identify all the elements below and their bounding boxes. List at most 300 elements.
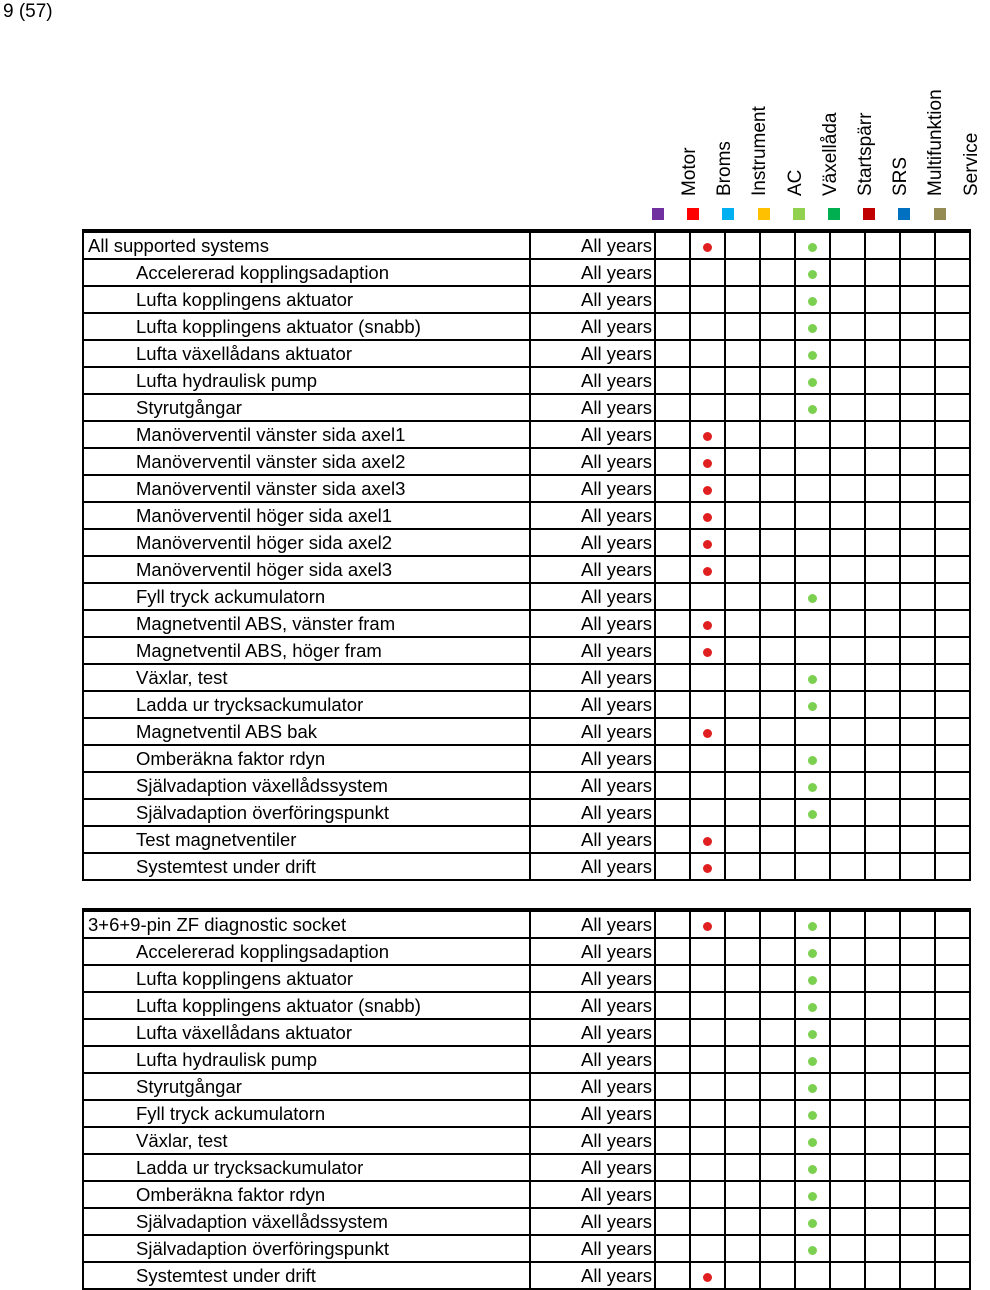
model-years: All years (530, 475, 655, 502)
cell-motor (655, 286, 690, 313)
cell-instrument (725, 853, 760, 880)
cell-ac (760, 394, 795, 421)
cell-motor (655, 394, 690, 421)
cell-ac (760, 1181, 795, 1208)
cell-service (935, 394, 970, 421)
functions-table-zf-socket (82, 908, 971, 1290)
model-years: All years (530, 286, 655, 313)
cell-vaxellada (795, 992, 830, 1019)
model-years: All years (530, 718, 655, 745)
cell-srs (865, 637, 900, 664)
cell-srs (865, 1100, 900, 1127)
model-years: All years (530, 664, 655, 691)
cell-multifunktion (900, 965, 935, 992)
function-name: Styrutgångar (83, 1073, 530, 1100)
cell-broms (690, 910, 725, 938)
function-name: Magnetventil ABS, vänster fram (83, 610, 530, 637)
functions-table-all-systems (82, 229, 971, 881)
cell-startsparr (830, 313, 865, 340)
cell-startsparr (830, 1019, 865, 1046)
cell-broms (690, 965, 725, 992)
cell-service (935, 286, 970, 313)
function-name: Ladda ur trycksackumulator (83, 691, 530, 718)
cell-service (935, 1181, 970, 1208)
table-row (83, 394, 970, 421)
cell-broms (690, 583, 725, 610)
cell-motor (655, 938, 690, 965)
table-row (83, 1019, 970, 1046)
cell-startsparr (830, 475, 865, 502)
column-header-broms (707, 70, 743, 198)
support-dot-broms (703, 864, 712, 873)
cell-srs (865, 1208, 900, 1235)
cell-vaxellada (795, 745, 830, 772)
cell-ac (760, 286, 795, 313)
cell-service (935, 853, 970, 880)
cell-srs (865, 910, 900, 938)
cell-startsparr (830, 992, 865, 1019)
cell-service (935, 1019, 970, 1046)
cell-broms (690, 853, 725, 880)
column-header-motor (672, 70, 708, 198)
cell-startsparr (830, 772, 865, 799)
cell-ac (760, 745, 795, 772)
cell-instrument (725, 1181, 760, 1208)
function-name: Självadaption överföringspunkt (83, 1235, 530, 1262)
support-dot-broms (703, 486, 712, 495)
support-dot-vaxellada (808, 756, 817, 765)
cell-startsparr (830, 556, 865, 583)
cell-srs (865, 1127, 900, 1154)
cell-srs (865, 448, 900, 475)
cell-motor (655, 718, 690, 745)
cell-ac (760, 1208, 795, 1235)
cell-broms (690, 826, 725, 853)
cell-broms (690, 691, 725, 718)
column-header-label: AC (784, 169, 806, 196)
table-row (83, 992, 970, 1019)
cell-multifunktion (900, 1208, 935, 1235)
cell-ac (760, 992, 795, 1019)
cell-motor (655, 1019, 690, 1046)
function-name: Magnetventil ABS, höger fram (83, 637, 530, 664)
function-name: Lufta kopplingens aktuator (83, 965, 530, 992)
table-row (83, 502, 970, 529)
cell-instrument (725, 1100, 760, 1127)
support-dot-vaxellada (808, 270, 817, 279)
cell-broms (690, 529, 725, 556)
model-years: All years (530, 1019, 655, 1046)
cell-ac (760, 637, 795, 664)
cell-service (935, 745, 970, 772)
cell-motor (655, 772, 690, 799)
cell-broms (690, 475, 725, 502)
support-dot-vaxellada (808, 1111, 817, 1120)
cell-motor (655, 610, 690, 637)
cell-multifunktion (900, 583, 935, 610)
model-years: All years (530, 448, 655, 475)
function-name: Lufta hydraulisk pump (83, 1046, 530, 1073)
cell-broms (690, 637, 725, 664)
cell-srs (865, 826, 900, 853)
cell-vaxellada (795, 502, 830, 529)
cell-startsparr (830, 610, 865, 637)
cell-vaxellada (795, 313, 830, 340)
cell-vaxellada (795, 610, 830, 637)
cell-vaxellada (795, 772, 830, 799)
column-header-vaxellada (813, 70, 849, 198)
cell-motor (655, 1208, 690, 1235)
cell-startsparr (830, 691, 865, 718)
legend-swatch-srs (863, 208, 875, 220)
cell-broms (690, 1181, 725, 1208)
table-row (83, 1181, 970, 1208)
cell-srs (865, 691, 900, 718)
cell-service (935, 691, 970, 718)
cell-srs (865, 610, 900, 637)
cell-motor (655, 853, 690, 880)
table-row (83, 1154, 970, 1181)
table-row (83, 938, 970, 965)
table-row (83, 1127, 970, 1154)
support-dot-vaxellada (808, 297, 817, 306)
support-dot-vaxellada (808, 324, 817, 333)
function-name: Systemtest under drift (83, 853, 530, 880)
cell-ac (760, 1262, 795, 1289)
support-dot-vaxellada (808, 1165, 817, 1174)
column-header-ac (778, 70, 814, 198)
cell-motor (655, 637, 690, 664)
model-years: All years (530, 502, 655, 529)
support-dot-broms (703, 648, 712, 657)
cell-broms (690, 772, 725, 799)
model-years: All years (530, 992, 655, 1019)
support-dot-vaxellada (808, 810, 817, 819)
cell-instrument (725, 772, 760, 799)
cell-motor (655, 259, 690, 286)
column-header-label: Multifunktion (925, 89, 947, 196)
cell-multifunktion (900, 1235, 935, 1262)
table-row (83, 1100, 970, 1127)
support-dot-vaxellada (808, 1030, 817, 1039)
cell-service (935, 1046, 970, 1073)
cell-broms (690, 610, 725, 637)
cell-motor (655, 745, 690, 772)
cell-broms (690, 1100, 725, 1127)
cell-vaxellada (795, 1046, 830, 1073)
support-dot-vaxellada (808, 1057, 817, 1066)
cell-motor (655, 965, 690, 992)
cell-vaxellada (795, 718, 830, 745)
model-years: All years (530, 367, 655, 394)
cell-instrument (725, 637, 760, 664)
table-row (83, 910, 970, 938)
cell-startsparr (830, 367, 865, 394)
cell-ac (760, 475, 795, 502)
cell-instrument (725, 745, 760, 772)
support-dot-vaxellada (808, 675, 817, 684)
cell-srs (865, 313, 900, 340)
cell-instrument (725, 502, 760, 529)
table-row (83, 745, 970, 772)
column-header-label: Broms (714, 141, 736, 196)
table-row (83, 421, 970, 448)
cell-multifunktion (900, 421, 935, 448)
support-dot-broms (703, 922, 712, 931)
table-row (83, 448, 970, 475)
cell-instrument (725, 313, 760, 340)
cell-srs (865, 1235, 900, 1262)
model-years: All years (530, 259, 655, 286)
cell-ac (760, 313, 795, 340)
support-dot-broms (703, 432, 712, 441)
cell-ac (760, 340, 795, 367)
model-years: All years (530, 826, 655, 853)
cell-vaxellada (795, 529, 830, 556)
table-row (83, 529, 970, 556)
support-dot-vaxellada (808, 1192, 817, 1201)
cell-vaxellada (795, 1181, 830, 1208)
support-dot-vaxellada (808, 594, 817, 603)
cell-multifunktion (900, 664, 935, 691)
model-years: All years (530, 529, 655, 556)
cell-service (935, 965, 970, 992)
cell-instrument (725, 799, 760, 826)
column-header-label: Motor (679, 147, 700, 196)
cell-vaxellada (795, 286, 830, 313)
cell-instrument (725, 1208, 760, 1235)
model-years: All years (530, 1181, 655, 1208)
legend-swatch-startsparr (828, 208, 840, 220)
cell-ac (760, 231, 795, 259)
table-row (83, 1046, 970, 1073)
table-row (83, 340, 970, 367)
support-dot-broms (703, 459, 712, 468)
cell-vaxellada (795, 1154, 830, 1181)
model-years: All years (530, 313, 655, 340)
function-name: Fyll tryck ackumulatorn (83, 583, 530, 610)
cell-instrument (725, 286, 760, 313)
cell-broms (690, 394, 725, 421)
cell-motor (655, 1235, 690, 1262)
cell-broms (690, 1235, 725, 1262)
cell-instrument (725, 259, 760, 286)
cell-instrument (725, 448, 760, 475)
column-header-label: Service (960, 132, 982, 196)
cell-ac (760, 1073, 795, 1100)
support-dot-broms (703, 621, 712, 630)
cell-ac (760, 1235, 795, 1262)
legend-swatch-motor (652, 208, 664, 220)
cell-motor (655, 1100, 690, 1127)
table-row (83, 1262, 970, 1289)
table-row (83, 826, 970, 853)
cell-vaxellada (795, 1208, 830, 1235)
function-name: Systemtest under drift (83, 1262, 530, 1289)
model-years: All years (530, 1073, 655, 1100)
column-header-label: Startspärr (855, 112, 876, 196)
cell-service (935, 448, 970, 475)
cell-multifunktion (900, 448, 935, 475)
cell-srs (865, 529, 900, 556)
table-row (83, 664, 970, 691)
cell-multifunktion (900, 1100, 935, 1127)
support-dot-vaxellada (808, 702, 817, 711)
cell-motor (655, 502, 690, 529)
cell-vaxellada (795, 448, 830, 475)
model-years: All years (530, 691, 655, 718)
cell-startsparr (830, 448, 865, 475)
cell-vaxellada (795, 1235, 830, 1262)
cell-multifunktion (900, 1154, 935, 1181)
cell-broms (690, 1208, 725, 1235)
cell-service (935, 313, 970, 340)
group-name: All supported systems (83, 231, 530, 259)
cell-instrument (725, 992, 760, 1019)
cell-instrument (725, 1127, 760, 1154)
cell-multifunktion (900, 529, 935, 556)
cell-vaxellada (795, 421, 830, 448)
function-name: Fyll tryck ackumulatorn (83, 1100, 530, 1127)
cell-broms (690, 1154, 725, 1181)
cell-service (935, 1073, 970, 1100)
cell-service (935, 637, 970, 664)
cell-ac (760, 799, 795, 826)
cell-multifunktion (900, 1262, 935, 1289)
cell-ac (760, 502, 795, 529)
cell-vaxellada (795, 556, 830, 583)
cell-vaxellada (795, 1127, 830, 1154)
cell-vaxellada (795, 826, 830, 853)
cell-broms (690, 502, 725, 529)
cell-ac (760, 910, 795, 938)
legend-swatch-multifunktion (898, 208, 910, 220)
function-name: Manöverventil höger sida axel1 (83, 502, 530, 529)
table-row (83, 231, 970, 259)
cell-multifunktion (900, 475, 935, 502)
cell-startsparr (830, 965, 865, 992)
function-name: Test magnetventiler (83, 826, 530, 853)
column-header-label: SRS (890, 156, 912, 196)
legend-swatch-ac (758, 208, 770, 220)
cell-motor (655, 799, 690, 826)
cell-srs (865, 367, 900, 394)
legend-swatch-vaxellada (793, 208, 805, 220)
cell-srs (865, 1181, 900, 1208)
table-row (83, 556, 970, 583)
cell-srs (865, 1154, 900, 1181)
cell-multifunktion (900, 799, 935, 826)
model-years: All years (530, 938, 655, 965)
cell-vaxellada (795, 691, 830, 718)
cell-motor (655, 583, 690, 610)
cell-service (935, 938, 970, 965)
cell-vaxellada (795, 231, 830, 259)
function-name: Ladda ur trycksackumulator (83, 1154, 530, 1181)
cell-ac (760, 583, 795, 610)
group-name: 3+6+9-pin ZF diagnostic socket (83, 910, 530, 938)
cell-instrument (725, 1235, 760, 1262)
cell-ac (760, 1127, 795, 1154)
model-years: All years (530, 394, 655, 421)
cell-instrument (725, 475, 760, 502)
support-dot-vaxellada (808, 1003, 817, 1012)
cell-broms (690, 556, 725, 583)
cell-broms (690, 664, 725, 691)
cell-motor (655, 231, 690, 259)
cell-srs (865, 853, 900, 880)
model-years: All years (530, 1154, 655, 1181)
cell-startsparr (830, 231, 865, 259)
cell-multifunktion (900, 367, 935, 394)
function-name: Lufta hydraulisk pump (83, 367, 530, 394)
table-row (83, 475, 970, 502)
cell-vaxellada (795, 853, 830, 880)
cell-startsparr (830, 718, 865, 745)
cell-broms (690, 340, 725, 367)
cell-vaxellada (795, 1019, 830, 1046)
table-row (83, 610, 970, 637)
cell-instrument (725, 556, 760, 583)
cell-ac (760, 259, 795, 286)
cell-service (935, 475, 970, 502)
support-dot-vaxellada (808, 405, 817, 414)
cell-service (935, 259, 970, 286)
cell-multifunktion (900, 1046, 935, 1073)
table-row (83, 286, 970, 313)
cell-startsparr (830, 910, 865, 938)
cell-broms (690, 286, 725, 313)
cell-ac (760, 664, 795, 691)
function-name: Lufta kopplingens aktuator (83, 286, 530, 313)
cell-service (935, 772, 970, 799)
cell-broms (690, 745, 725, 772)
cell-ac (760, 853, 795, 880)
cell-instrument (725, 1262, 760, 1289)
table-row (83, 1208, 970, 1235)
cell-motor (655, 664, 690, 691)
cell-startsparr (830, 637, 865, 664)
cell-srs (865, 718, 900, 745)
table-row (83, 799, 970, 826)
cell-motor (655, 691, 690, 718)
cell-instrument (725, 664, 760, 691)
cell-broms (690, 1019, 725, 1046)
cell-vaxellada (795, 475, 830, 502)
model-years: All years (530, 853, 655, 880)
model-years: All years (530, 965, 655, 992)
model-years: All years (530, 772, 655, 799)
table-row (83, 1235, 970, 1262)
model-years: All years (530, 1046, 655, 1073)
support-dot-broms (703, 540, 712, 549)
cell-service (935, 664, 970, 691)
cell-service (935, 910, 970, 938)
cell-ac (760, 718, 795, 745)
support-dot-broms (703, 567, 712, 576)
cell-srs (865, 992, 900, 1019)
cell-startsparr (830, 938, 865, 965)
cell-startsparr (830, 286, 865, 313)
cell-multifunktion (900, 1073, 935, 1100)
cell-instrument (725, 691, 760, 718)
cell-ac (760, 421, 795, 448)
table-row (83, 259, 970, 286)
support-dot-broms (703, 243, 712, 252)
cell-ac (760, 772, 795, 799)
cell-motor (655, 1262, 690, 1289)
cell-startsparr (830, 394, 865, 421)
